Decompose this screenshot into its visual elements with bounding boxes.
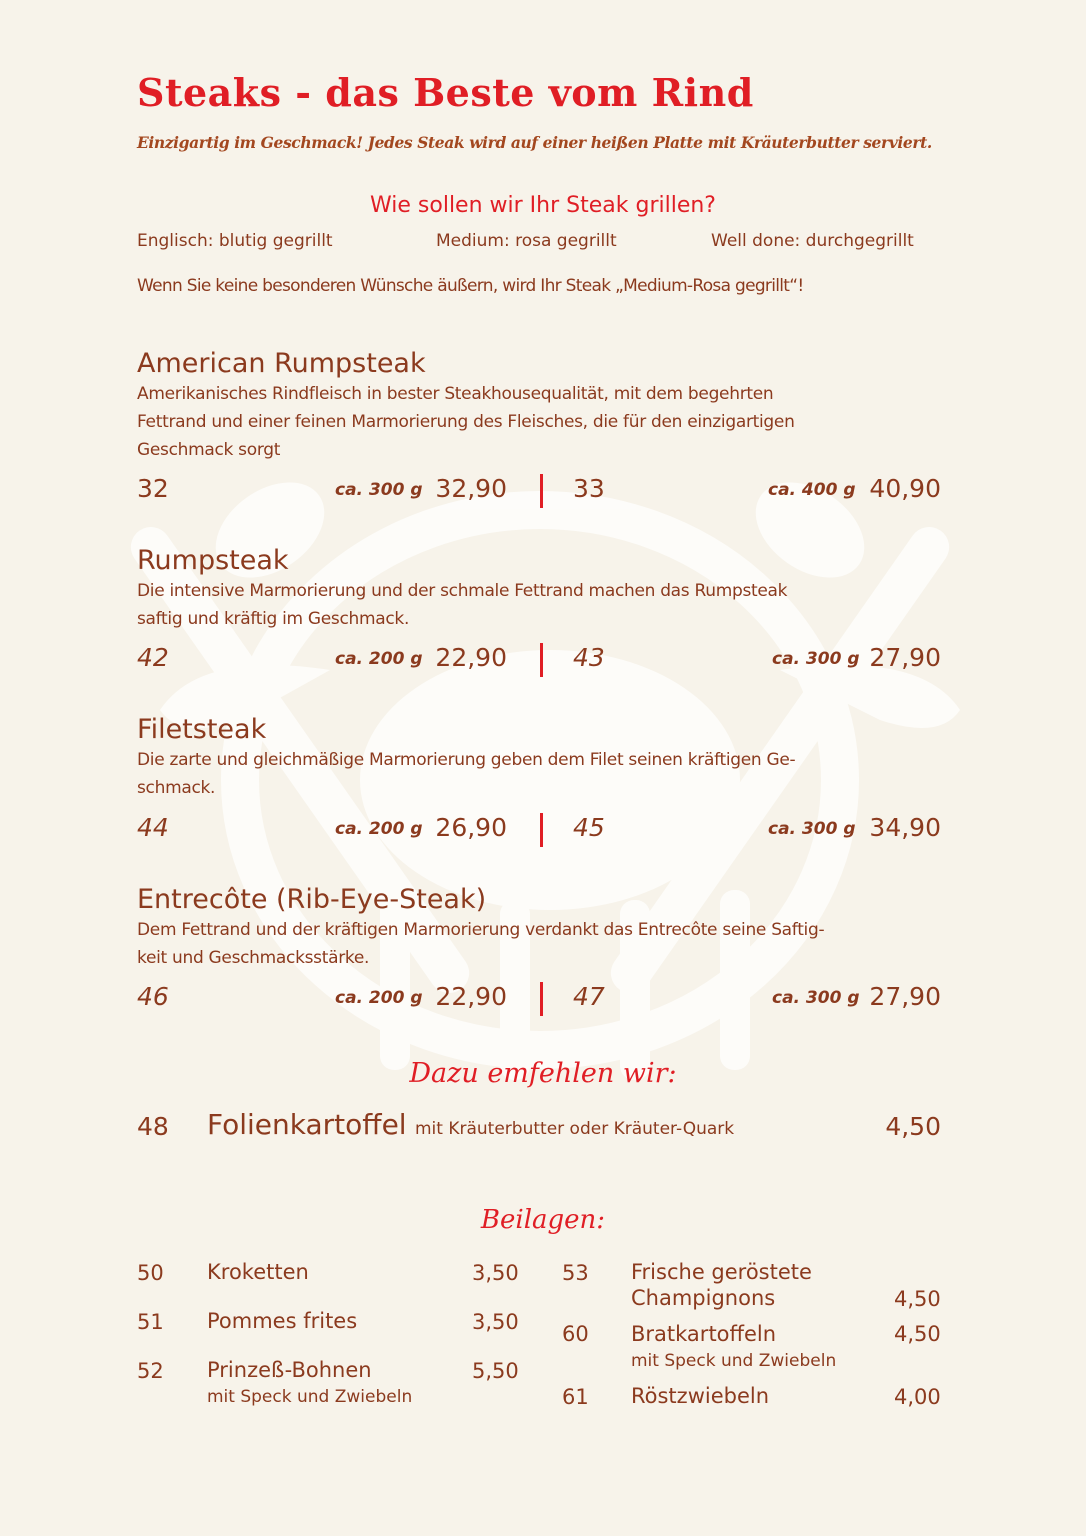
side-number: 60 [562,1322,589,1346]
item-number: 43 [573,643,605,672]
side-subtext: mit Speck und Zwiebeln [631,1351,837,1371]
dish-desc-line: Fettrand und einer feinen Marmorierung des Fleisches, die für den einzigartigen [137,412,795,432]
side-name: Frische geröstete [631,1260,812,1284]
item-price: 32,90 [435,474,507,503]
dish-filetsteak [137,714,947,802]
dish-desc-line: Geschmack sorgt [137,440,281,460]
side-price: 5,50 [472,1359,519,1383]
side-number: 51 [137,1310,164,1334]
price-divider [540,982,543,1016]
side-number: 50 [137,1261,164,1285]
side-subtext: mit Speck und Zwiebeln [207,1387,413,1407]
side-name: Röstzwiebeln [631,1384,770,1408]
dish-desc-line: saftig und kräftig im Geschmack. [137,609,410,629]
side-price: 4,50 [894,1322,941,1346]
item-weight: ca. 200 g [335,988,423,1008]
dish-desc-line: Amerikanisches Rindfleisch in bester Steakhousequalität, mit dem begehrten [137,384,774,404]
item-price: 22,90 [435,982,507,1011]
side-name-line2: Champignons [631,1286,776,1310]
item-price: 22,90 [435,643,507,672]
dish-name: Filetsteak [137,714,267,745]
dish-desc-line: keit und Geschmacksstärke. [137,948,370,968]
price-row [137,474,947,510]
item-weight: ca. 300 g [768,819,856,839]
side-number: 53 [562,1261,589,1285]
side-price: 3,50 [472,1261,519,1285]
item-number: 33 [573,474,605,503]
sides-heading: Beilagen: [480,1205,606,1235]
item-number: 46 [137,982,169,1011]
dish-name: Rumpsteak [137,545,289,576]
price-divider [540,643,543,677]
dish-rumpsteak [137,545,947,633]
dish-desc-line: schmack. [137,778,216,798]
item-price: 26,90 [435,813,507,842]
item-number: 48 [137,1112,169,1141]
side-name: Bratkartoffeln [631,1322,777,1346]
side-price: 4,00 [894,1385,941,1409]
item-price: 40,90 [869,474,941,503]
price-divider [540,813,543,847]
side-number: 52 [137,1359,164,1383]
item-number: 44 [137,813,169,842]
side-name: Kroketten [207,1260,309,1284]
item-weight: ca. 300 g [772,988,860,1008]
item-weight: ca. 300 g [772,649,860,669]
price-row [137,813,947,849]
item-price: 27,90 [869,643,941,672]
dish-desc-line: Die zarte und gleichmäßige Marmorierung geben dem Filet seinen kräftigen Ge- [137,750,796,770]
item-number: 47 [573,982,605,1011]
item-weight: ca. 200 g [335,819,423,839]
side-price: 3,50 [472,1310,519,1334]
page-subtitle: Einzigartig im Geschmack! Jedes Steak wird auf einer heißen Platte mit Kräuterbutter serviert. [137,133,932,152]
side-price: 4,50 [894,1287,941,1311]
price-divider [540,474,543,508]
side-number: 61 [562,1385,589,1409]
item-weight: ca. 400 g [768,480,856,500]
item-price: 27,90 [869,982,941,1011]
item-weight: ca. 300 g [335,480,423,500]
item-number: 45 [573,813,605,842]
dish-name: American Rumpsteak [137,348,426,379]
grill-note: Wenn Sie keine besonderen Wünsche äußern, wird Ihr Steak „Medium-Rosa gegrillt“! [137,276,804,296]
price-row [137,643,947,679]
item-number: 42 [137,643,169,672]
item-description: mit Kräuterbutter oder Kräuter-Quark [415,1119,735,1139]
price-row [137,982,947,1018]
dish-name: Entrecôte (Rib-Eye-Steak) [137,884,487,915]
dish-american-rumpsteak [137,348,947,464]
dish-desc-line: Dem Fettrand und der kräftigen Marmorierung verdankt das Entrecôte seine Saftig- [137,920,825,940]
item-number: 32 [137,474,169,503]
side-name: Prinzeß-Bohnen [207,1358,372,1382]
grill-question: Wie sollen wir Ihr Steak grillen? [370,193,716,218]
page-title: Steaks - das Beste vom Rind [137,70,754,115]
dish-entrecote [137,884,947,972]
item-weight: ca. 200 g [335,649,423,669]
dish-desc-line: Die intensive Marmorierung und der schmale Fettrand machen das Rumpsteak [137,581,788,601]
item-price: 4,50 [885,1112,941,1141]
item-name: Folienkartoffel [207,1108,407,1141]
grill-option-medium: Medium: rosa gegrillt [436,231,617,251]
grill-option-well-done: Well done: durchgegrillt [711,231,914,251]
recommend-heading: Dazu emfehlen wir: [409,1058,677,1089]
grill-option-rare: Englisch: blutig gegrillt [137,231,333,251]
side-name: Pommes frites [207,1309,358,1333]
item-price: 34,90 [869,813,941,842]
